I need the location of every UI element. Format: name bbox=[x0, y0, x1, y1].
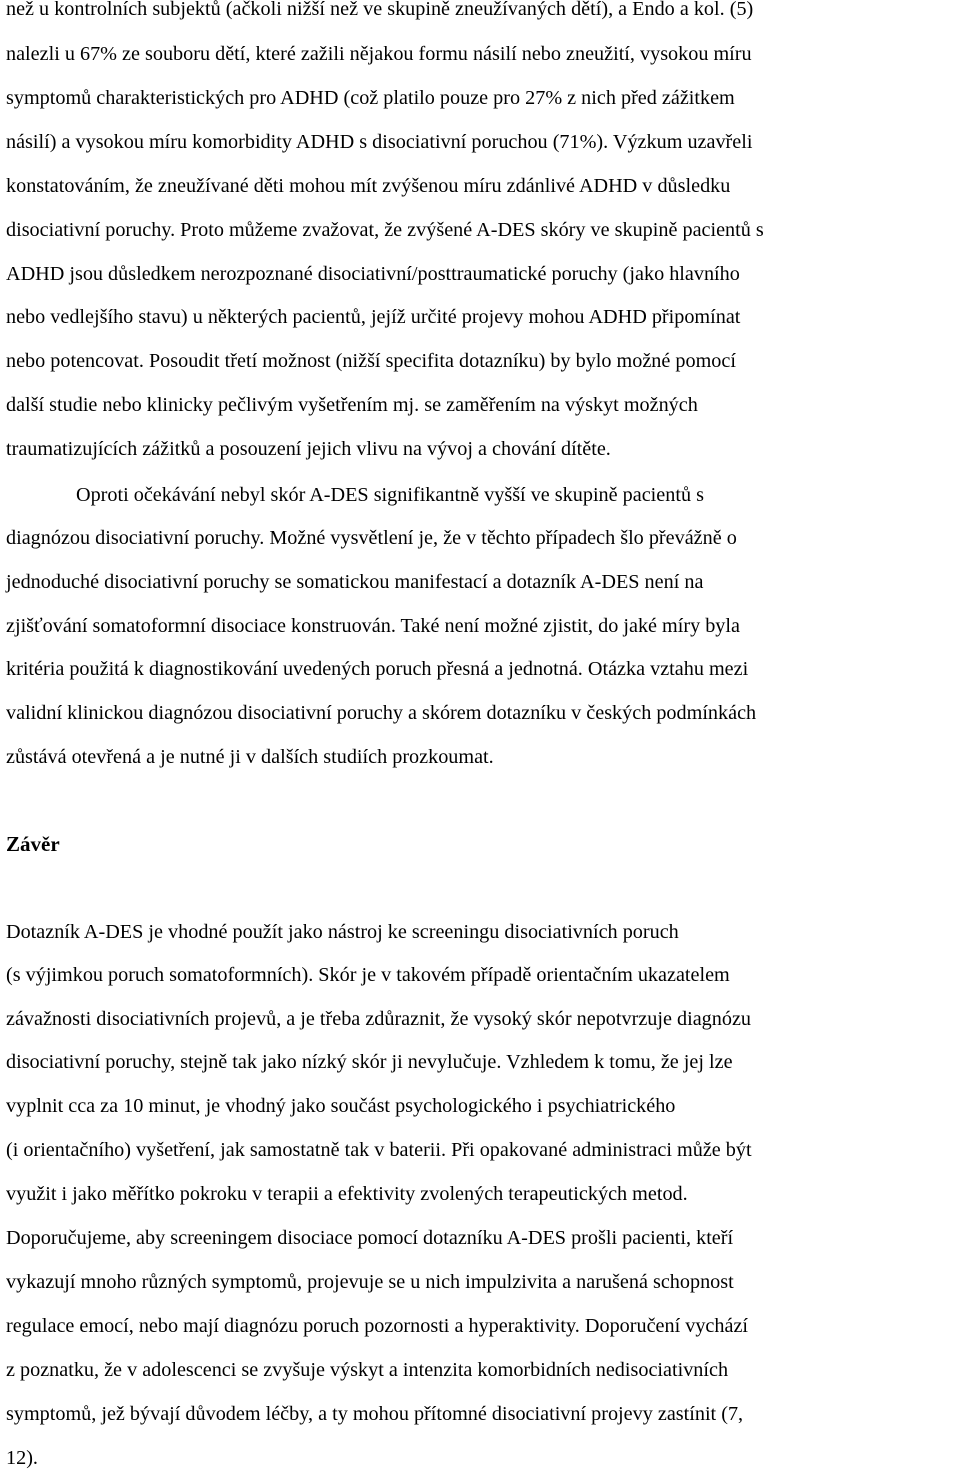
text-line: závažnosti disociativních projevů, a je třeba zdůraznit, že vysoký skór nepotvrzuje diagnózu bbox=[6, 1008, 751, 1030]
text-line: (i orientačního) vyšetření, jak samostatně tak v baterii. Při opakované administraci může být bbox=[6, 1139, 752, 1161]
text-line: Dotazník A-DES je vhodné použít jako nástroj ke screeningu disociativních poruch bbox=[6, 921, 679, 943]
text-line: násilí) a vysokou míru komorbidity ADHD s disociativní poruchou (71%). Výzkum uzavřeli bbox=[6, 131, 753, 153]
text-line: nebo vedlejšího stavu) u některých pacientů, jejíž určité projevy mohou ADHD připomínat bbox=[6, 306, 741, 328]
text-line: disociativní poruchy, stejně tak jako nízký skór ji nevylučuje. Vzhledem k tomu, že jej lze bbox=[6, 1051, 733, 1073]
text-line: nebo potencovat. Posoudit třetí možnost (nižší specifita dotazníku) by bylo možné pomocí bbox=[6, 350, 736, 372]
text-line: validní klinickou diagnózou disociativní poruchy a skórem dotazníku v českých podmínkách bbox=[6, 702, 757, 724]
text-line: nalezli u 67% ze souboru dětí, které zažili nějakou formu násilí nebo zneužití, vysokou míru bbox=[6, 43, 752, 65]
text-line: další studie nebo klinicky pečlivým vyšetřením mj. se zaměřením na výskyt možných bbox=[6, 394, 698, 416]
text-line: regulace emocí, nebo mají diagnózu poruch pozornosti a hyperaktivity. Doporučení vychází bbox=[6, 1315, 749, 1337]
text-line: vyplnit cca za 10 minut, je vhodný jako součást psychologického i psychiatrického bbox=[6, 1095, 676, 1117]
text-line: využit i jako měřítko pokroku v terapii a efektivity zvolených terapeutických metod. bbox=[6, 1183, 688, 1205]
text-line: 12). bbox=[6, 1447, 38, 1469]
text-line: (s výjimkou poruch somatoformních). Skór je v takovém případě orientačním ukazatelem bbox=[6, 964, 730, 986]
text-line: zůstává otevřená a je nutné ji v dalších studiích prozkoumat. bbox=[6, 746, 494, 768]
text-line: zjišťování somatoformní disociace konstruován. Také není možné zjistit, do jaké míry byla bbox=[6, 615, 740, 637]
text-line: symptomů charakteristických pro ADHD (což platilo pouze pro 27% z nich před zážitkem bbox=[6, 87, 735, 109]
text-line: Doporučujeme, aby screeningem disociace pomocí dotazníku A-DES prošli pacienti, kteří bbox=[6, 1227, 734, 1249]
text-line: jednoduché disociativní poruchy se somatickou manifestací a dotazník A-DES není na bbox=[6, 571, 704, 593]
text-line: než u kontrolních subjektů (ačkoli nižší než ve skupině zneužívaných dětí), a Endo a kol. (5) bbox=[6, 0, 754, 20]
text-line: ADHD jsou důsledkem nerozpoznané disociativní/posttraumatické poruchy (jako hlavního bbox=[6, 263, 740, 285]
text-line: traumatizujících zážitků a posouzení jejich vlivu na vývoj a chování dítěte. bbox=[6, 438, 611, 460]
text-line: konstatováním, že zneužívané děti mohou mít zvýšenou míru zdánlivé ADHD v důsledku bbox=[6, 175, 731, 197]
section-heading: Závěr bbox=[6, 832, 60, 856]
text-line: kritéria použitá k diagnostikování uvedených poruch přesná a jednotná. Otázka vztahu mezi bbox=[6, 658, 749, 680]
text-line: disociativní poruchy. Proto můžeme zvažovat, že zvýšené A-DES skóry ve skupině pacientů s bbox=[6, 219, 764, 241]
text-line: vykazují mnoho různých symptomů, projevuje se u nich impulzivita a narušená schopnost bbox=[6, 1271, 734, 1293]
text-line: z poznatku, že v adolescenci se zvyšuje výskyt a intenzita komorbidních nedisociativních bbox=[6, 1359, 729, 1381]
text-line: diagnózou disociativní poruchy. Možné vysvětlení je, že v těchto případech šlo převážně o bbox=[6, 527, 737, 549]
text-line: symptomů, jež bývají důvodem léčby, a ty mohou přítomné disociativní projevy zastínit (7, bbox=[6, 1403, 744, 1425]
text-line: Oproti očekávání nebyl skór A-DES signifikantně vyšší ve skupině pacientů s bbox=[76, 484, 704, 506]
